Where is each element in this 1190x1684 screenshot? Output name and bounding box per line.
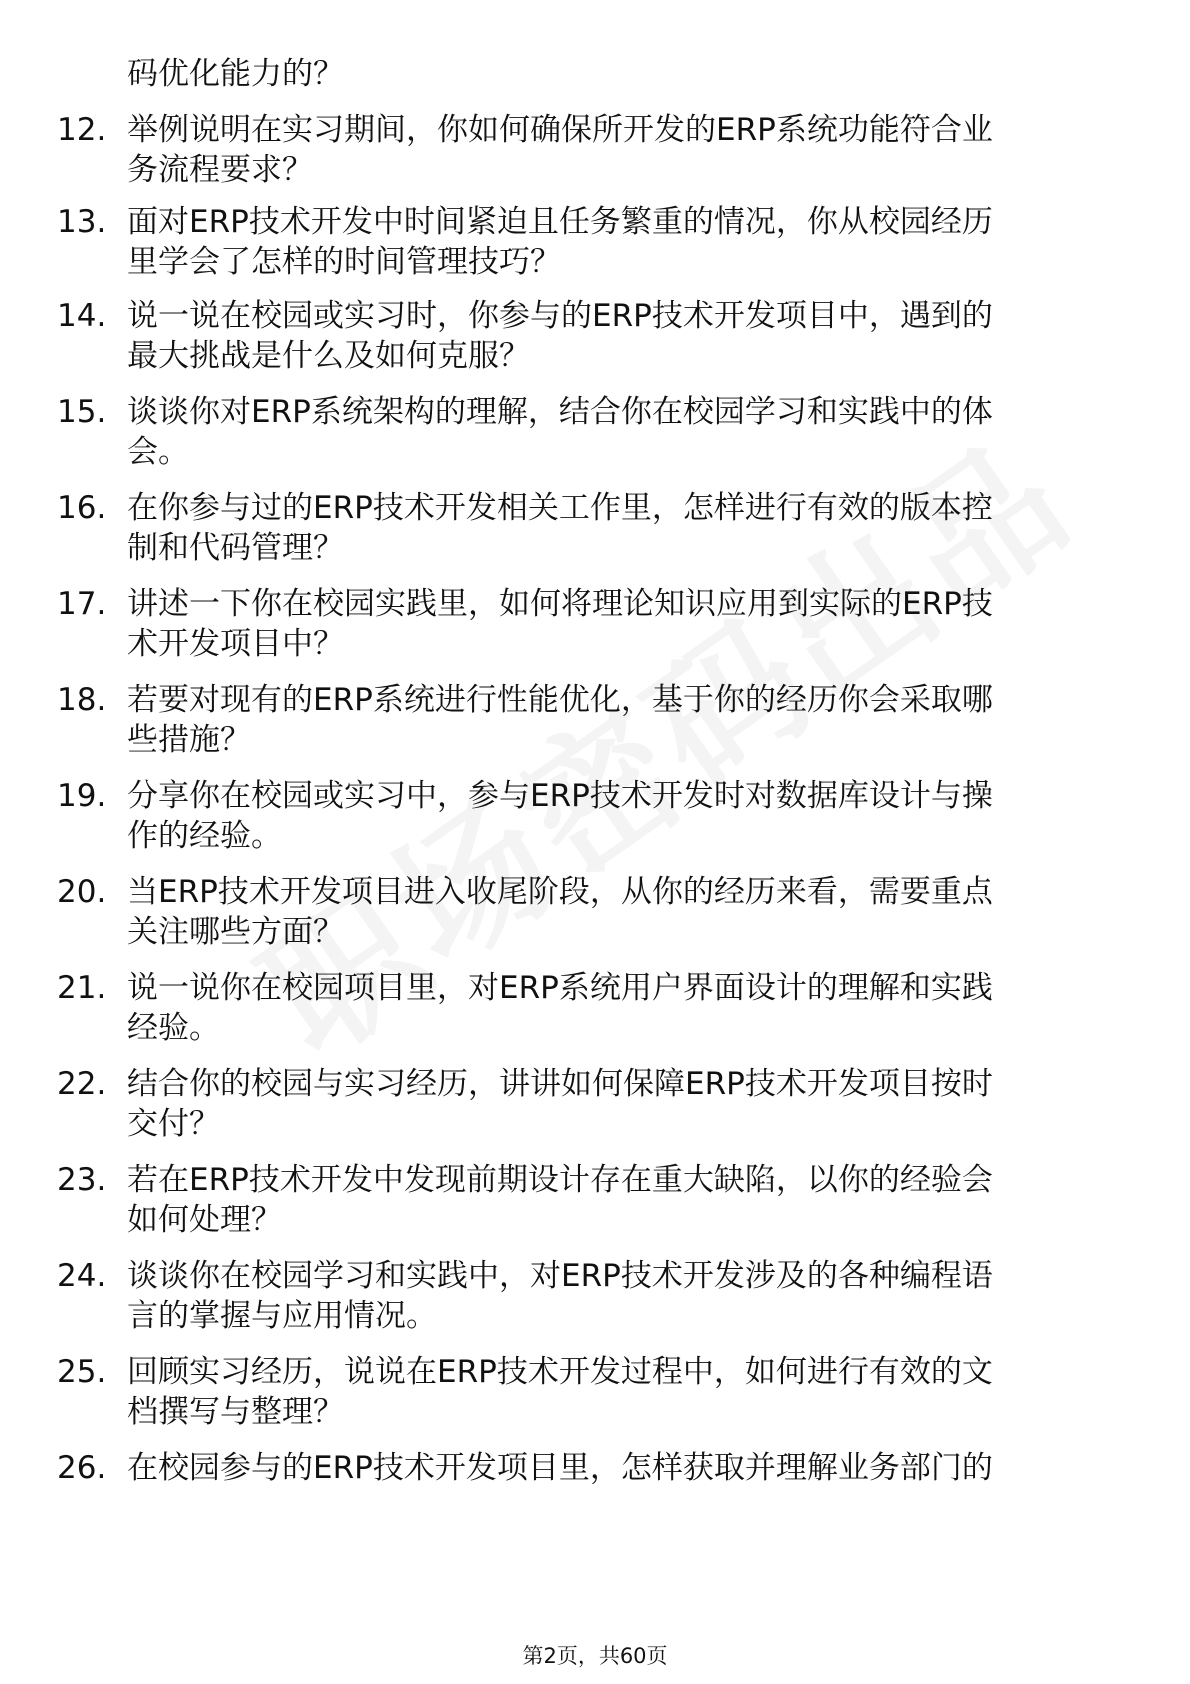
item-number: 25. [57,1354,107,1390]
item-text-line-2: 制和代码管理？ [127,530,344,566]
item-text-line-1: 举例说明在实习期间，你如何确保所开发的ERP系统功能符合业 [127,112,993,148]
item-text-line-2: 会。 [127,434,189,470]
item-text-line-1: 谈谈你对ERP系统架构的理解，结合你在校园学习和实践中的体 [127,394,993,430]
item-text-line-2: 务流程要求？ [127,152,313,188]
item-text-line-2: 经验。 [127,1010,220,1046]
item-text-line-1: 在你参与过的ERP技术开发相关工作里，怎样进行有效的版本控 [127,490,993,526]
item-text-line-1: 面对ERP技术开发中时间紧迫且任务繁重的情况，你从校园经历 [127,204,993,240]
item-number: 13. [57,204,107,240]
item-text-line-2: 里学会了怎样的时间管理技巧？ [127,244,561,280]
item-text-line-1: 结合你的校园与实习经历，讲讲如何保障ERP技术开发项目按时 [127,1066,993,1102]
item-number: 17. [57,586,107,622]
item-text-line-2: 交付？ [127,1106,220,1142]
item-text-line-1: 分享你在校园或实习中，参与ERP技术开发时对数据库设计与操 [127,778,993,814]
continuation-line: 码优化能力的？ [127,56,344,92]
item-text-line-2: 如何处理？ [127,1202,282,1238]
item-number: 22. [57,1066,107,1102]
item-text-line-2: 术开发项目中？ [127,626,344,662]
item-text-line-2: 些措施？ [127,722,251,758]
item-number: 20. [57,874,107,910]
item-number: 16. [57,490,107,526]
item-text-line-2: 作的经验。 [127,818,282,854]
item-text-line-1: 回顾实习经历，说说在ERP技术开发过程中，如何进行有效的文 [127,1354,993,1390]
item-number: 12. [57,112,107,148]
item-number: 21. [57,970,107,1006]
item-text-line-2: 档撰写与整理？ [127,1394,344,1430]
item-number: 18. [57,682,107,718]
item-text-line-1: 谈谈你在校园学习和实践中，对ERP技术开发涉及的各种编程语 [127,1258,993,1294]
item-number: 24. [57,1258,107,1294]
page-footer: 第2页，共60页 [522,1644,668,1668]
item-number: 14. [57,298,107,334]
item-text-line-1: 讲述一下你在校园实践里，如何将理论知识应用到实际的ERP技 [127,586,993,622]
item-text-line-2: 言的掌握与应用情况。 [127,1298,437,1334]
item-text-line-1: 说一说在校园或实习时，你参与的ERP技术开发项目中，遇到的 [127,298,993,334]
item-text-line-1: 在校园参与的ERP技术开发项目里，怎样获取并理解业务部门的 [127,1450,993,1486]
item-text-line-2: 关注哪些方面？ [127,914,344,950]
item-text-line-2: 最大挑战是什么及如何克服？ [127,338,530,374]
item-text-line-1: 说一说你在校园项目里，对ERP系统用户界面设计的理解和实践 [127,970,993,1006]
item-text-line-1: 当ERP技术开发项目进入收尾阶段，从你的经历来看，需要重点 [127,874,993,910]
item-text-line-1: 若要对现有的ERP系统进行性能优化，基于你的经历你会采取哪 [127,682,993,718]
item-number: 23. [57,1162,107,1198]
item-number: 26. [57,1450,107,1486]
item-text-line-1: 若在ERP技术开发中发现前期设计存在重大缺陷，以你的经验会 [127,1162,993,1198]
item-number: 15. [57,394,107,430]
item-number: 19. [57,778,107,814]
